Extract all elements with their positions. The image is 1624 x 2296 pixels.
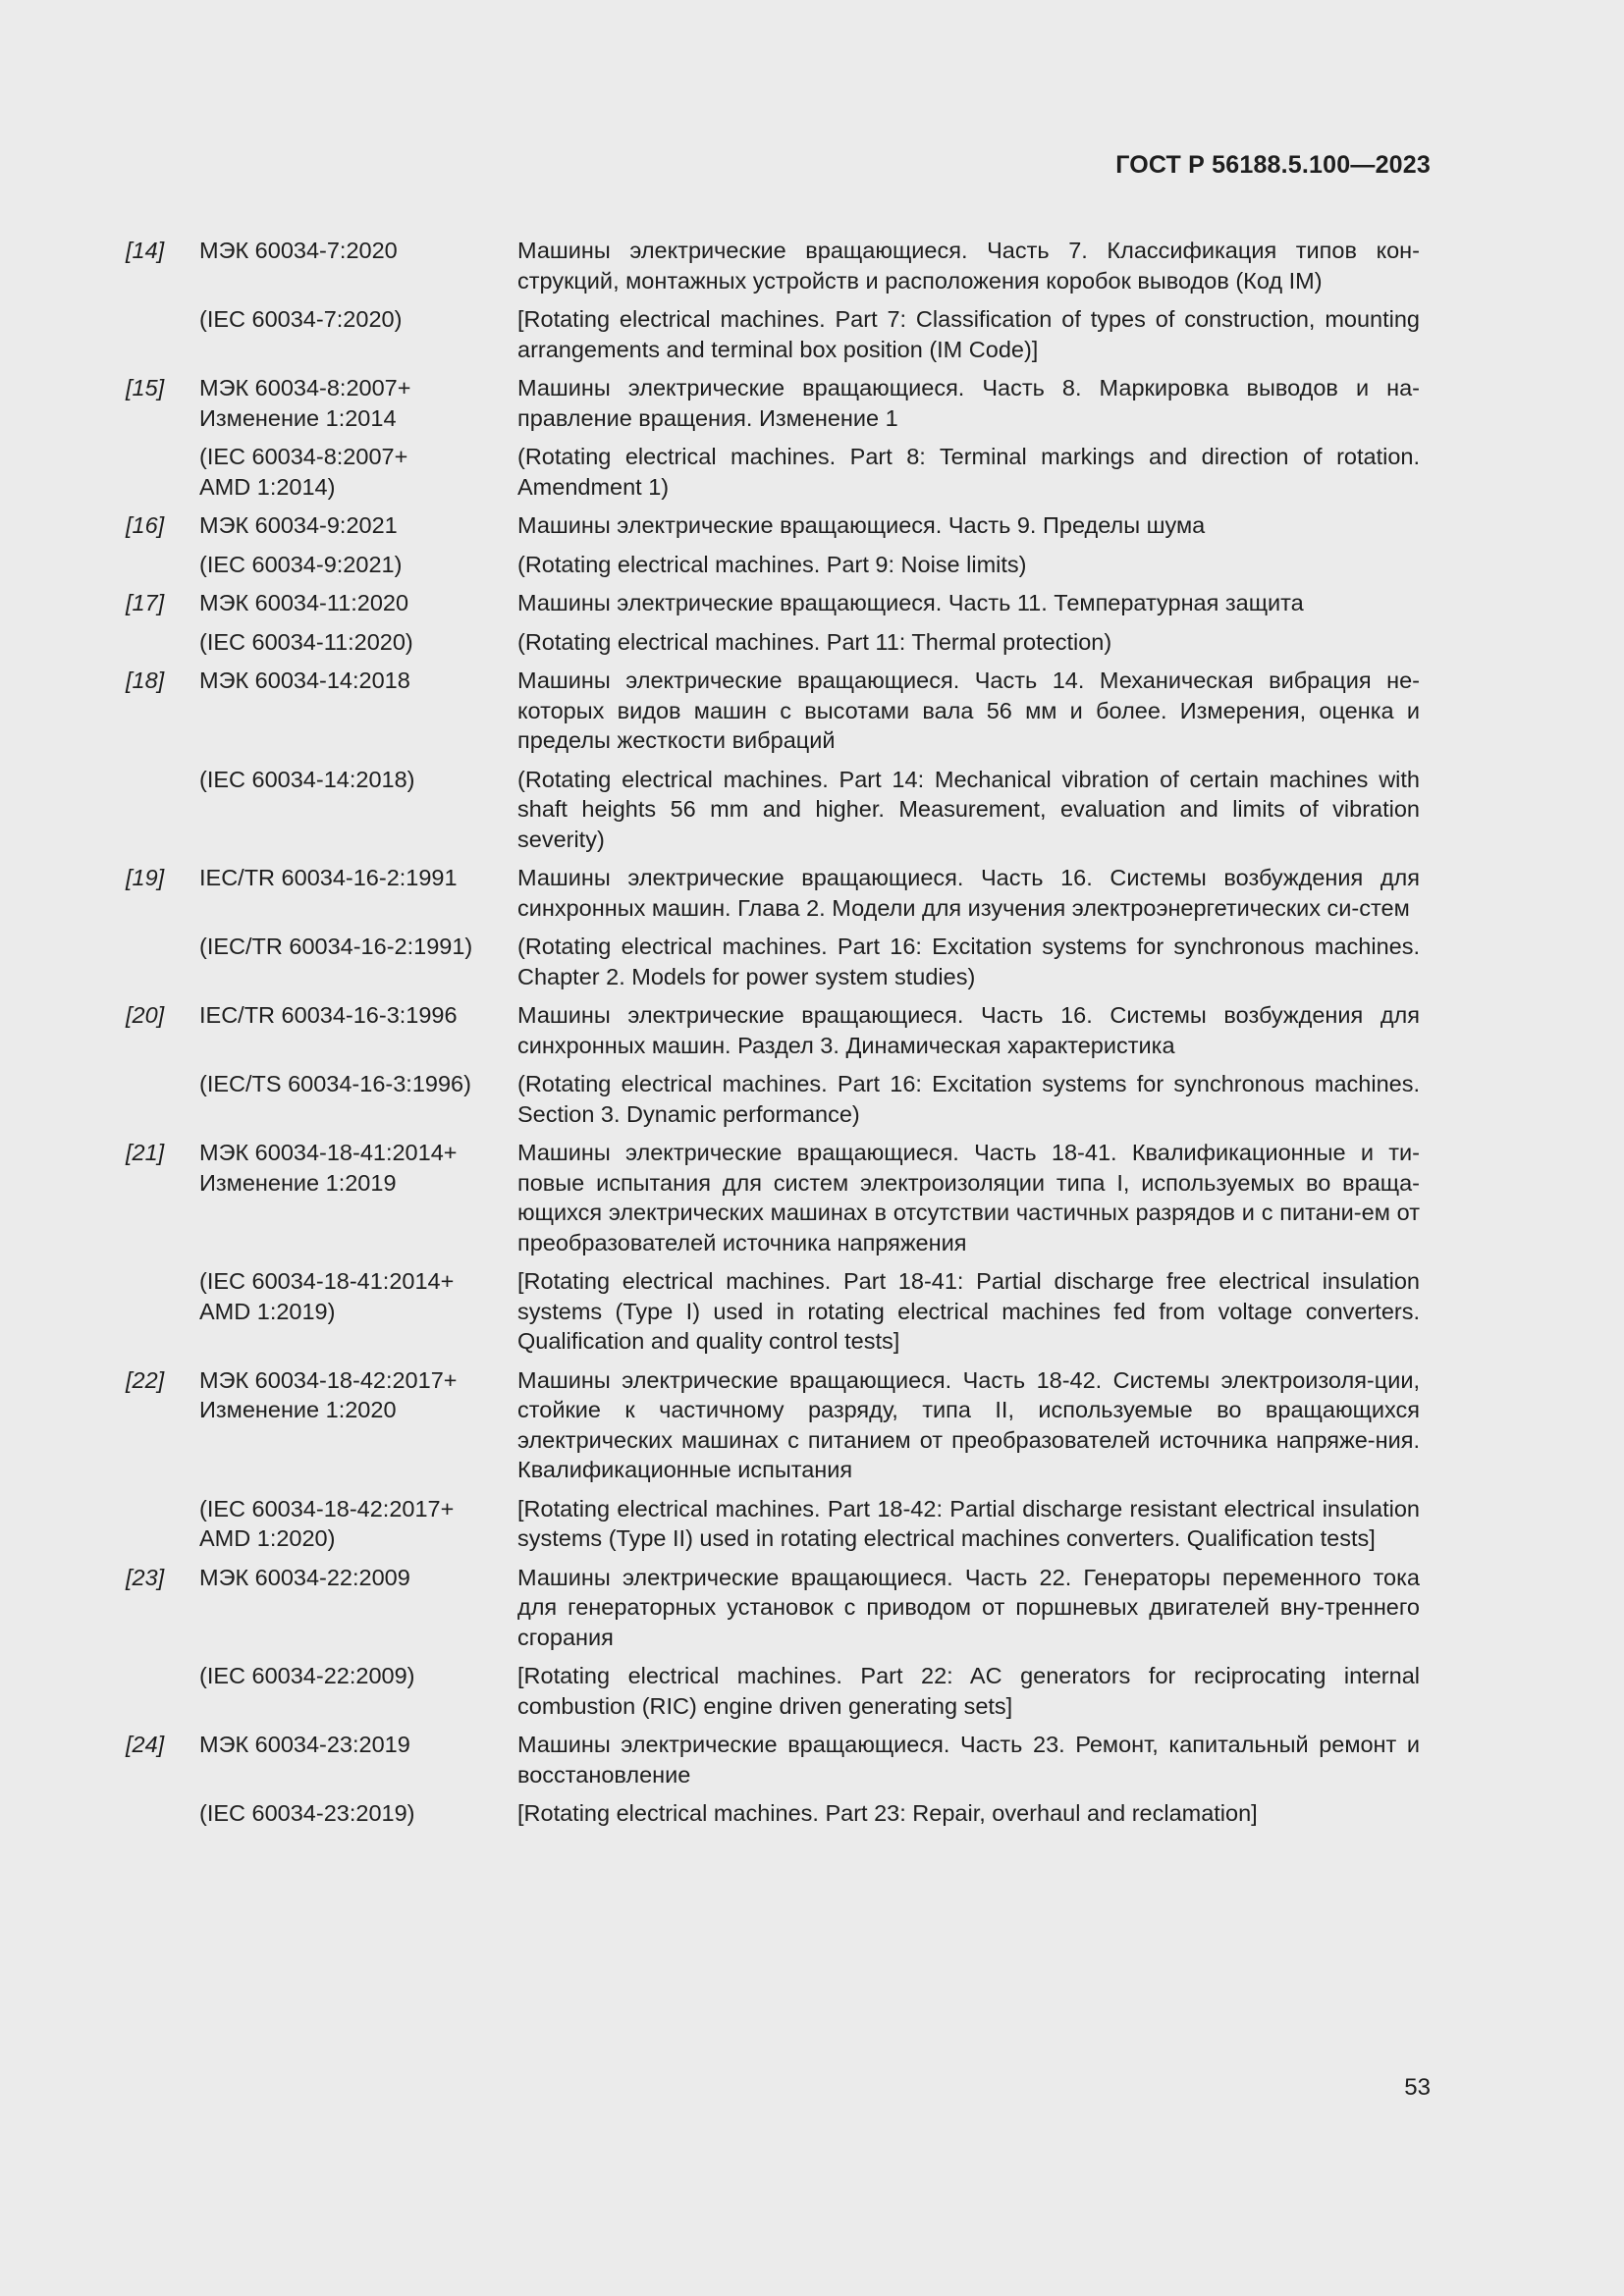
reference-title: Машины электрические вращающиеся. Часть 14. Механическая вибрация не-которых видов машин с высотами вала 56 мм и более. Измерения, оценка и пределы жесткости вибраций (517, 667, 1420, 753)
reference-row (126, 550, 1420, 580)
reference-title: Машины электрические вращающиеся. Часть 16. Системы возбуждения для синхронных машин. Раздел 3. Динамическая характеристика (517, 1002, 1420, 1058)
page-header-standard: ГОСТ Р 56188.5.100—2023 (1115, 151, 1431, 179)
reference-row (126, 588, 1420, 618)
reference-code: (IEC 60034-23:2019) (199, 1800, 415, 1826)
reference-title: (Rotating electrical machines. Part 16: Excitation systems for synchronous machines. Section 3. Dynamic performance) (517, 1071, 1420, 1127)
reference-row (126, 1138, 1420, 1257)
reference-code: (IEC 60034-7:2020) (199, 306, 403, 332)
reference-row (126, 1563, 1420, 1653)
reference-number: [23] (126, 1564, 165, 1590)
reference-row (126, 442, 1420, 502)
reference-row (126, 1365, 1420, 1485)
reference-title: Машины электрические вращающиеся. Часть 16. Системы возбуждения для синхронных машин. Глава 2. Модели для изучения электроэнергетических си-стем (517, 865, 1420, 921)
reference-row (126, 236, 1420, 295)
reference-row (126, 863, 1420, 923)
reference-number: [19] (126, 865, 165, 890)
reference-row (126, 1494, 1420, 1554)
reference-title: Машины электрические вращающиеся. Часть 18-41. Квалификационные и ти-повые испытания для систем электроизоляции типа I, используемых во враща-ющихся электрических машинах в отсутствии частичных разрядов и с питани-ем от преобразователей источника напряжения (517, 1140, 1420, 1255)
reference-row (126, 666, 1420, 756)
reference-code: МЭК 60034-8:2007+ Изменение 1:2014 (199, 375, 411, 431)
reference-code: IEC/TR 60034-16-3:1996 (199, 1002, 458, 1028)
reference-code: (IEC/TS 60034-16-3:1996) (199, 1071, 471, 1096)
reference-title: [Rotating electrical machines. Part 18-42: Partial discharge resistant electrical insulation systems (Type II) used in rotating electrical machines converters. Qualification tests] (517, 1495, 1420, 1551)
reference-number: [16] (126, 512, 165, 538)
reference-row (126, 1266, 1420, 1357)
reference-code: (IEC 60034-22:2009) (199, 1663, 415, 1688)
reference-title: Машины электрические вращающиеся. Часть 7. Классификация типов кон-струкций, монтажных устройств и расположения коробок выводов (Код IM) (517, 238, 1420, 294)
reference-title: [Rotating electrical machines. Part 18-41: Partial discharge free electrical insulation systems (Type I) used in rotating electrical machines fed from voltage converters. Qualification and quality control tests] (517, 1268, 1420, 1354)
reference-code: МЭК 60034-22:2009 (199, 1564, 410, 1590)
reference-code: МЭК 60034-18-42:2017+ Изменение 1:2020 (199, 1366, 458, 1422)
reference-row (126, 1000, 1420, 1060)
reference-title: (Rotating electrical machines. Part 8: Terminal markings and direction of rotation. Amendment 1) (517, 444, 1420, 500)
reference-row (126, 1798, 1420, 1829)
reference-code: (IEC 60034-14:2018) (199, 766, 415, 792)
reference-title: [Rotating electrical machines. Part 7: Classification of types of construction, mounting arrangements and terminal box position (IM Code)] (517, 306, 1420, 362)
reference-row (126, 1661, 1420, 1721)
reference-code: (IEC 60034-9:2021) (199, 551, 403, 577)
reference-title: Машины электрические вращающиеся. Часть 23. Ремонт, капитальный ремонт и восстановление (517, 1732, 1420, 1788)
reference-code: МЭК 60034-23:2019 (199, 1732, 410, 1757)
reference-title: (Rotating electrical machines. Part 9: Noise limits) (517, 551, 1027, 577)
reference-code: МЭК 60034-14:2018 (199, 667, 410, 693)
bibliography-list (126, 236, 1420, 1838)
reference-row (126, 932, 1420, 991)
reference-number: [14] (126, 238, 165, 263)
reference-code: (IEC 60034-18-41:2014+ AMD 1:2019) (199, 1268, 455, 1324)
page-number: 53 (1404, 2074, 1431, 2101)
reference-code: IEC/TR 60034-16-2:1991 (199, 865, 458, 890)
reference-code: МЭК 60034-18-41:2014+ Изменение 1:2019 (199, 1140, 458, 1196)
reference-code: МЭК 60034-9:2021 (199, 512, 398, 538)
reference-title: (Rotating electrical machines. Part 11: Thermal protection) (517, 628, 1112, 655)
reference-title: [Rotating electrical machines. Part 23: Repair, overhaul and reclamation] (517, 1800, 1258, 1826)
reference-row (126, 510, 1420, 541)
reference-title: Машины электрические вращающиеся. Часть 22. Генераторы переменного тока для генераторных установок с приводом от поршневых двигателей вну-треннего сгорания (517, 1564, 1420, 1650)
reference-title: Машины электрические вращающиеся. Часть 11. Температурная защита (517, 590, 1304, 615)
reference-code: МЭК 60034-7:2020 (199, 238, 398, 263)
reference-title: Машины электрические вращающиеся. Часть 18-42. Системы электроизоля-ции, стойкие к частичному разряду, типа II, используемые во вращающихся электрических машинах с питанием от преобразователей источника напряже-ния. Квалификационные испытания (517, 1366, 1420, 1482)
reference-number: [17] (126, 590, 165, 615)
reference-row (126, 765, 1420, 855)
reference-row (126, 373, 1420, 433)
reference-code: МЭК 60034-11:2020 (199, 590, 409, 615)
reference-row (126, 304, 1420, 364)
reference-code: (IEC/TR 60034-16-2:1991) (199, 934, 473, 959)
reference-row (126, 627, 1420, 658)
reference-code: (IEC 60034-8:2007+ AMD 1:2014) (199, 444, 408, 500)
reference-title: Машины электрические вращающиеся. Часть 9. Пределы шума (517, 512, 1206, 538)
reference-number: [18] (126, 667, 165, 693)
reference-title: (Rotating electrical machines. Part 14: Mechanical vibration of certain machines with shaft heights 56 mm and higher. Measurement, evaluation and limits of vibration severity) (517, 766, 1420, 852)
reference-number: [21] (126, 1140, 165, 1165)
reference-row (126, 1069, 1420, 1129)
reference-title: [Rotating electrical machines. Part 22: AC generators for reciprocating internal combustion (RIC) engine driven generating sets] (517, 1663, 1420, 1719)
reference-row (126, 1730, 1420, 1789)
reference-code: (IEC 60034-11:2020) (199, 628, 413, 655)
reference-code: (IEC 60034-18-42:2017+ AMD 1:2020) (199, 1495, 455, 1551)
reference-number: [22] (126, 1366, 165, 1393)
reference-title: Машины электрические вращающиеся. Часть 8. Маркировка выводов и на-правление вращения. Изменение 1 (517, 375, 1420, 431)
reference-number: [15] (126, 375, 165, 400)
reference-number: [20] (126, 1002, 165, 1028)
reference-number: [24] (126, 1732, 165, 1757)
reference-title: (Rotating electrical machines. Part 16: Excitation systems for synchronous machines. Chapter 2. Models for power system studies) (517, 934, 1420, 989)
